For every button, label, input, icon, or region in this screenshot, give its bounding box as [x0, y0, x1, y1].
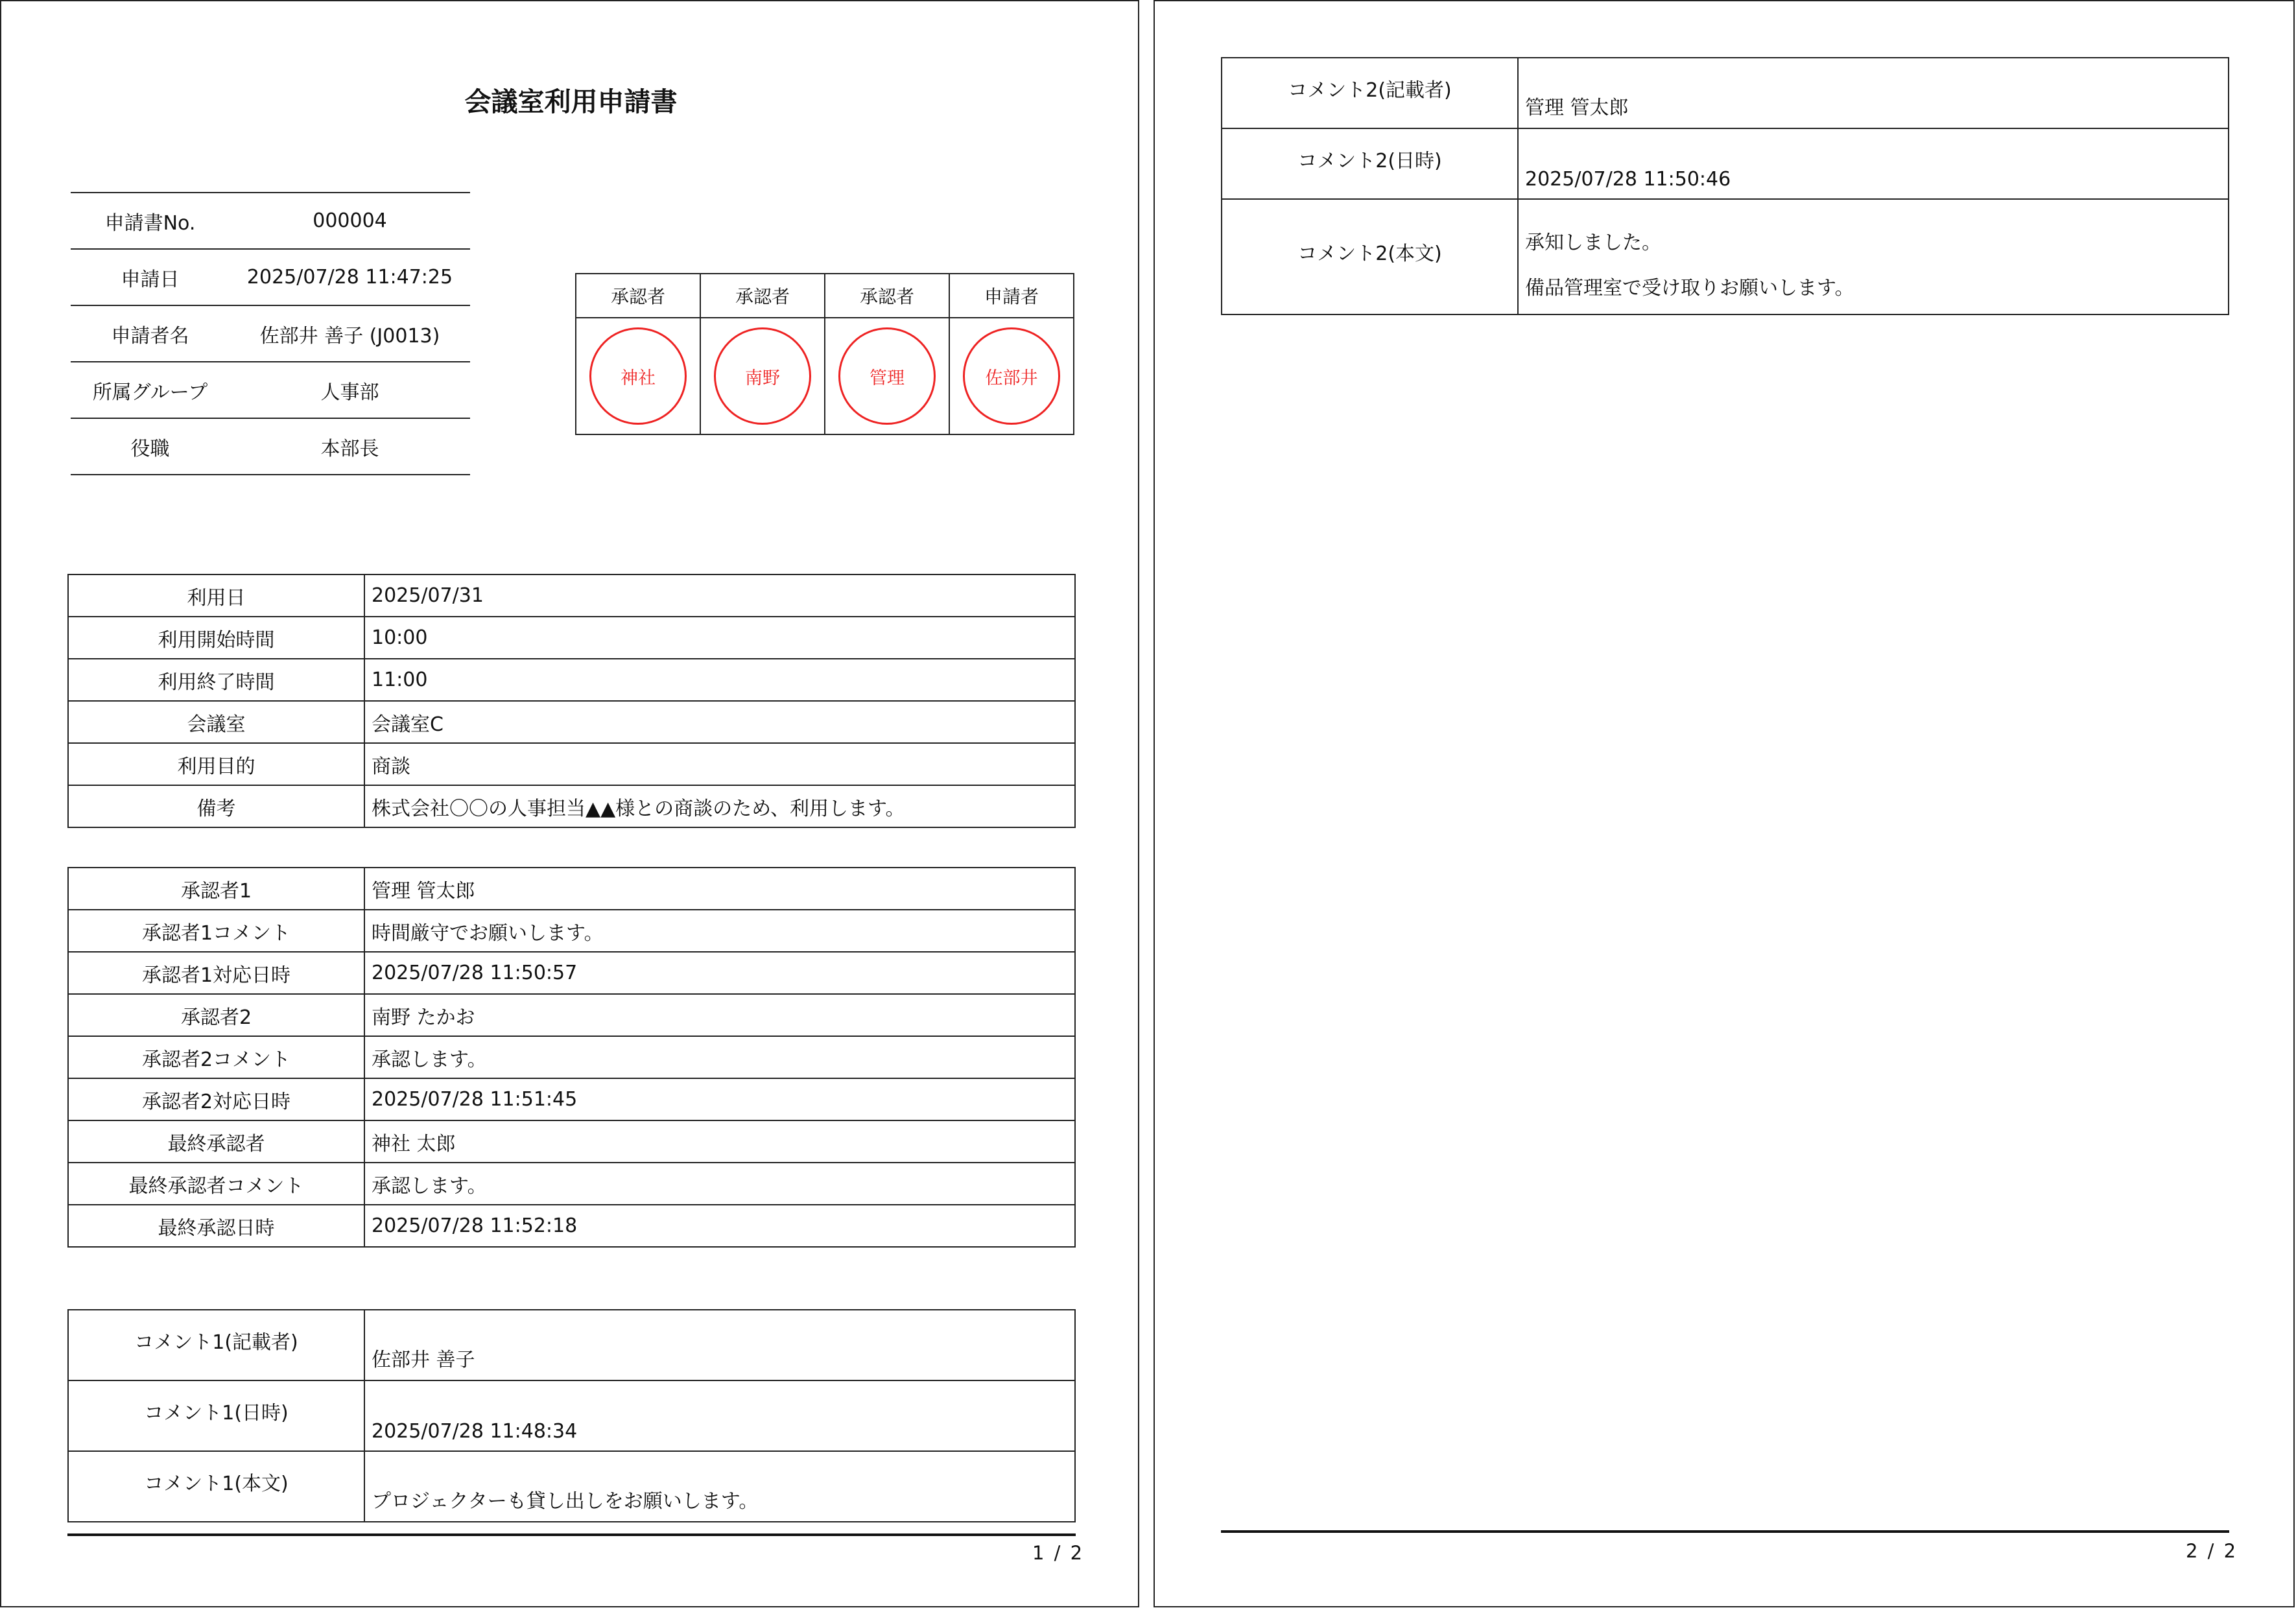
- table-row: [68, 743, 1075, 785]
- table-row: [68, 910, 1075, 952]
- field-value: 南野 たかお: [364, 994, 1075, 1036]
- field-value: 商談: [364, 743, 1075, 785]
- table-row: [68, 1163, 1075, 1205]
- approval-table: [67, 867, 1076, 1248]
- stamp-table: [575, 273, 1074, 435]
- stamp-cell: [700, 318, 825, 434]
- table-row: [68, 1451, 1075, 1522]
- table-row: [68, 952, 1075, 994]
- field-label: 承認者2対応日時: [68, 1078, 364, 1120]
- table-row: [68, 1380, 1075, 1451]
- applicant-row: [71, 418, 470, 475]
- stamp-role-label: 承認者: [825, 274, 949, 318]
- document-title: 会議室利用申請書: [464, 86, 678, 117]
- stamp-role-label: 申請者: [949, 274, 1074, 318]
- field-value: 承認します。: [364, 1163, 1075, 1205]
- comment-line: 備品管理室で受け取りお願いします。: [1525, 277, 1854, 300]
- field-label: 利用終了時間: [68, 659, 364, 701]
- field-label: 承認者2: [68, 994, 364, 1036]
- comment-line: 承知しました。: [1525, 231, 1661, 254]
- applicant-label: 役職: [71, 418, 230, 475]
- field-label: 利用目的: [68, 743, 364, 785]
- field-label: コメント1(本文): [68, 1451, 364, 1522]
- field-value: 時間厳守でお願いします。: [364, 910, 1075, 952]
- field-value: 会議室C: [364, 701, 1075, 743]
- field-value: 10:00: [364, 617, 1075, 659]
- applicant-row: [71, 249, 470, 305]
- field-value: 2025/07/28 11:52:18: [364, 1205, 1075, 1247]
- comment1-table: [67, 1309, 1076, 1522]
- applicant-value: 佐部井 善子 (J0013): [230, 305, 470, 362]
- applicant-value: 2025/07/28 11:47:25: [230, 249, 470, 305]
- applicant-label: 所属グループ: [71, 362, 230, 418]
- table-row: [68, 1120, 1075, 1163]
- field-label: 利用日: [68, 574, 364, 617]
- field-value: 株式会社〇〇の人事担当▲▲様との商談のため、利用します。: [364, 785, 1075, 827]
- table-row: [68, 574, 1075, 617]
- field-label: 利用開始時間: [68, 617, 364, 659]
- approval-stamp: 神社: [589, 327, 687, 425]
- stamp-role-label: 承認者: [700, 274, 825, 318]
- field-value: 11:00: [364, 659, 1075, 701]
- applicant-row: [71, 362, 470, 418]
- page-1: [0, 0, 1139, 1607]
- field-label: 会議室: [68, 701, 364, 743]
- table-row: [68, 1205, 1075, 1247]
- applicant-info-table: [71, 192, 470, 475]
- applicant-label: 申請者名: [71, 305, 230, 362]
- approval-stamp: 管理: [838, 327, 936, 425]
- field-value: 2025/07/31: [364, 574, 1075, 617]
- field-value: プロジェクターも貸し出しをお願いします。: [364, 1451, 1075, 1522]
- field-label: 最終承認日時: [68, 1205, 364, 1247]
- stamp-role-label: 承認者: [576, 274, 700, 318]
- field-label: コメント1(記載者): [68, 1310, 364, 1380]
- field-label: 備考: [68, 785, 364, 827]
- field-value: [1518, 199, 2229, 314]
- footer-rule: [67, 1533, 1076, 1536]
- field-value: 神社 太郎: [364, 1120, 1075, 1163]
- field-label: 最終承認者: [68, 1120, 364, 1163]
- usage-table: [67, 574, 1076, 828]
- approval-stamp: 南野: [714, 327, 811, 425]
- field-value: 管理 管太郎: [364, 868, 1075, 910]
- field-value: 管理 管太郎: [1518, 58, 2229, 128]
- table-row: [1222, 199, 2229, 314]
- page-number: 2 / 2: [2186, 1540, 2238, 1562]
- field-value: 2025/07/28 11:51:45: [364, 1078, 1075, 1120]
- table-row: [68, 1078, 1075, 1120]
- applicant-row: [71, 193, 470, 249]
- field-label: 承認者1: [68, 868, 364, 910]
- field-label: コメント2(日時): [1222, 128, 1518, 199]
- field-label: 最終承認者コメント: [68, 1163, 364, 1205]
- table-row: [68, 1310, 1075, 1380]
- stamp-cell: [825, 318, 949, 434]
- table-row: [68, 868, 1075, 910]
- field-label: 承認者2コメント: [68, 1036, 364, 1078]
- field-value: 2025/07/28 11:48:34: [364, 1380, 1075, 1451]
- applicant-label: 申請日: [71, 249, 230, 305]
- page-2: [1154, 0, 2295, 1607]
- footer-rule: [1221, 1530, 2229, 1533]
- field-label: 承認者1対応日時: [68, 952, 364, 994]
- comment2-table: [1221, 57, 2229, 315]
- table-row: [68, 701, 1075, 743]
- field-value: 2025/07/28 11:50:57: [364, 952, 1075, 994]
- applicant-row: [71, 305, 470, 362]
- table-row: [1222, 58, 2229, 128]
- field-label: コメント2(記載者): [1222, 58, 1518, 128]
- applicant-value: 000004: [230, 193, 470, 249]
- table-row: [68, 617, 1075, 659]
- applicant-label: 申請書No.: [71, 193, 230, 249]
- applicant-value: 人事部: [230, 362, 470, 418]
- applicant-stamp: 佐部井: [963, 327, 1060, 425]
- table-row: [68, 785, 1075, 827]
- table-row: [1222, 128, 2229, 199]
- stamp-cell: [949, 318, 1074, 434]
- field-label: 承認者1コメント: [68, 910, 364, 952]
- field-value: 2025/07/28 11:50:46: [1518, 128, 2229, 199]
- page-number: 1 / 2: [1032, 1542, 1085, 1564]
- applicant-value: 本部長: [230, 418, 470, 475]
- field-value: 佐部井 善子: [364, 1310, 1075, 1380]
- stamp-cell: [576, 318, 700, 434]
- field-value: 承認します。: [364, 1036, 1075, 1078]
- table-row: [68, 1036, 1075, 1078]
- table-row: [68, 994, 1075, 1036]
- field-label: コメント2(本文): [1222, 199, 1518, 314]
- table-row: [68, 659, 1075, 701]
- field-label: コメント1(日時): [68, 1380, 364, 1451]
